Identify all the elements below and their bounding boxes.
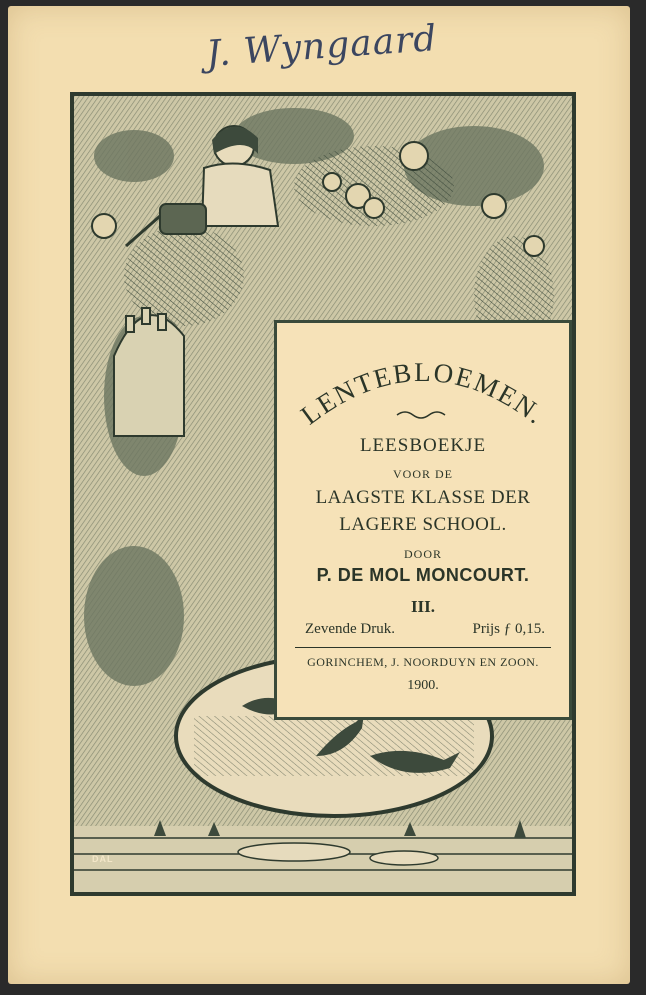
publication-year: 1900. xyxy=(407,678,439,693)
divider-rule xyxy=(295,647,551,648)
ornament-swash xyxy=(395,409,451,419)
price-text: Prijs ƒ 0,15. xyxy=(472,621,545,637)
book-title: LENTEBLOEMEN. xyxy=(295,356,552,431)
handwritten-signature: J. Wyngaard xyxy=(204,17,439,76)
klasse-text: LAAGSTE KLASSE DER xyxy=(315,487,531,508)
illustrator-monogram: DAL xyxy=(92,854,114,864)
school-text: LAGERE SCHOOL. xyxy=(339,514,507,535)
voor-de-text: VOOR DE xyxy=(393,467,453,481)
svg-text:LENTEBLOEMEN. xyxy=(295,357,551,430)
volume-number: III. xyxy=(410,597,436,616)
book-cover xyxy=(8,6,630,984)
decorative-frame xyxy=(70,92,576,896)
edition-text: Zevende Druk. xyxy=(305,621,395,637)
arched-title xyxy=(277,335,569,445)
publisher-text: GORINCHEM, J. NOORDUYN EN ZOON. xyxy=(307,655,539,669)
author-name: P. DE MOL MONCOURT. xyxy=(316,565,530,585)
title-panel xyxy=(274,320,572,720)
subtitle: LEESBOEKJE xyxy=(359,435,487,456)
door-text: DOOR xyxy=(403,547,442,561)
